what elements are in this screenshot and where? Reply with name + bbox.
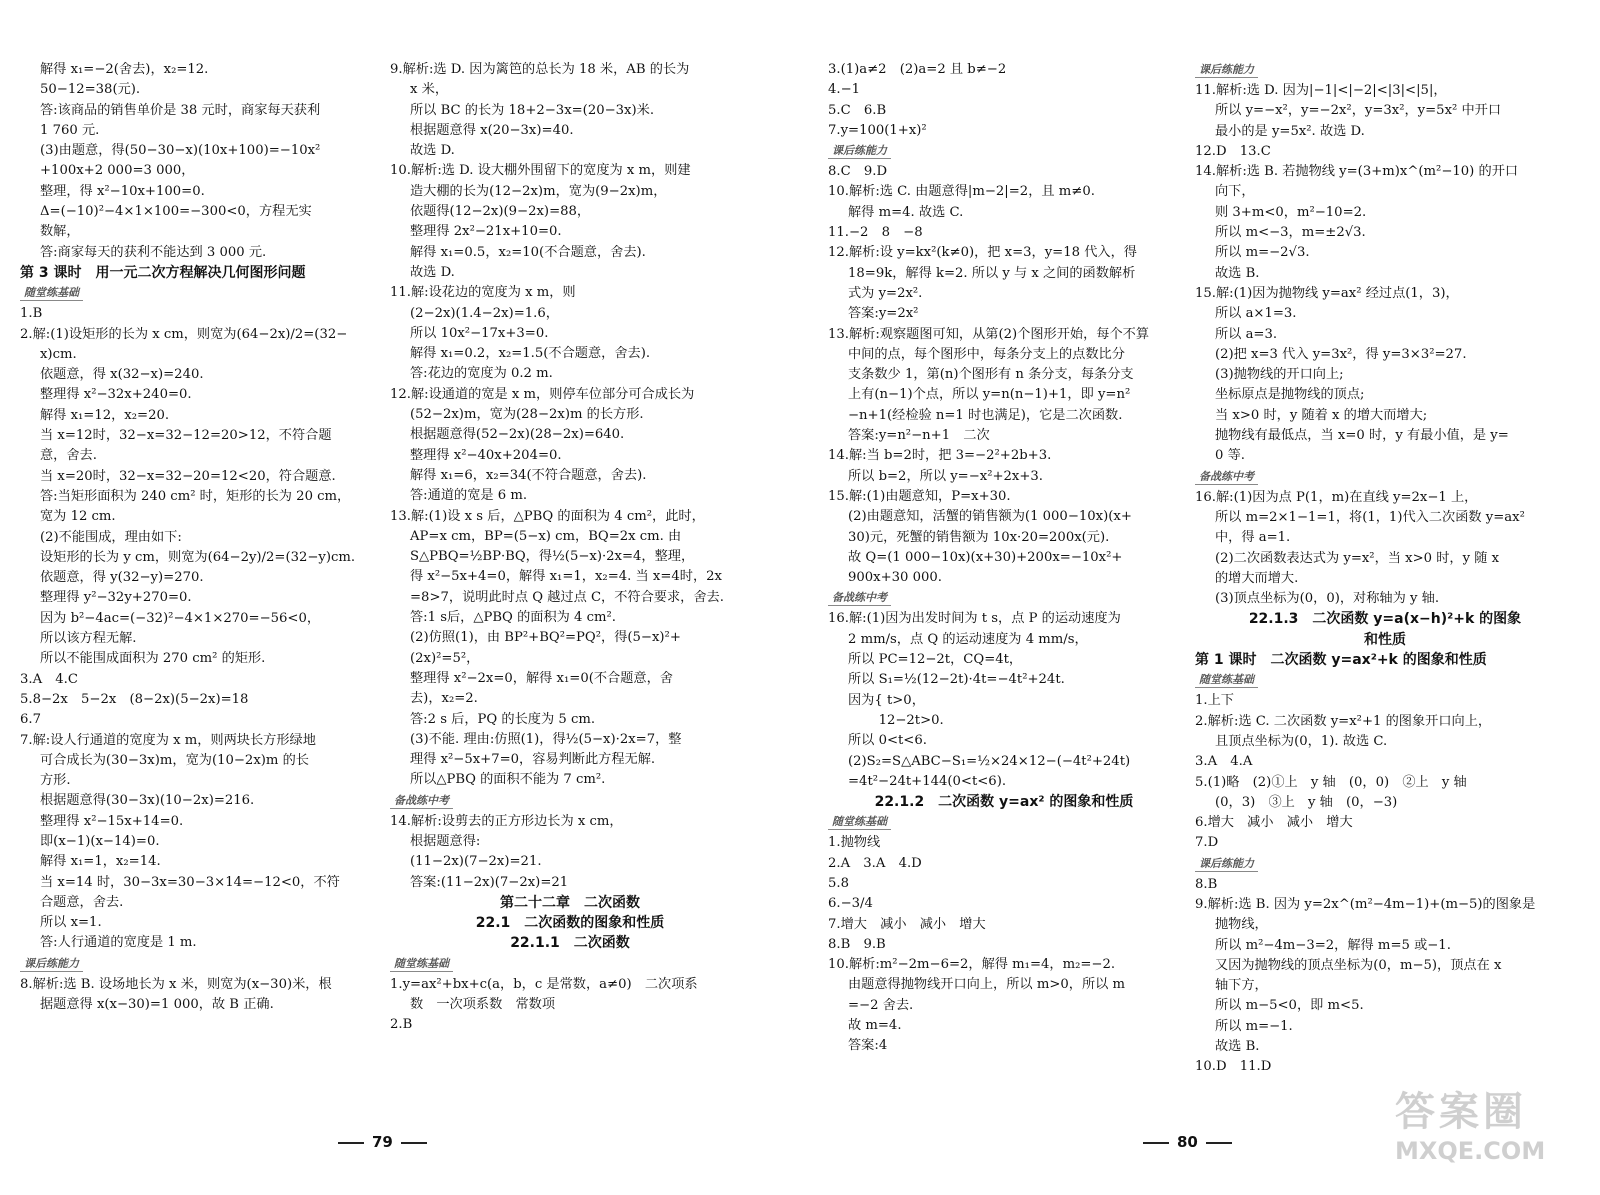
text-line: 中间的点，每个图形中，每条分支上的点数比分 [848, 346, 1125, 362]
text-line: 10.解析:m²−2m−6=2，解得 m₁=4，m₂=−2. [828, 957, 1116, 973]
section-tag-row [1195, 60, 1575, 81]
text-line: 12.解析:设 y=kx²(k≠0)，把 x=3，y=18 代入，得 [828, 245, 1137, 261]
text-line: 2.解:(1)设矩形的长为 x cm，则宽为(64−2x)/2=(32− [20, 326, 348, 342]
text-line: 解得 x₁=0.2，x₂=1.5(不合题意，舍去). [410, 346, 651, 362]
text-line: 数 一次项系数 常数项 [410, 997, 556, 1013]
section-heading: 第 1 课时 二次函数 y=ax²+k 的图象和性质 [1195, 652, 1487, 669]
text-line: 轴下方， [1215, 978, 1268, 994]
text-line: 故选 B. [1215, 1039, 1260, 1055]
text-line: 抛物线， [1215, 917, 1268, 933]
text-line: 所以 m=−1. [1215, 1018, 1293, 1034]
text-line: 所以 a×1=3. [1215, 306, 1297, 322]
text-line: 答:1 s后，△PBQ 的面积为 4 cm². [410, 610, 616, 626]
text-line: 所以 m−5<0，即 m<5. [1215, 998, 1364, 1014]
section-tag: 备战练中考 [828, 591, 891, 606]
page-number-right [1135, 1133, 1240, 1151]
text-line: 整理得 x²−32x+240=0. [40, 387, 192, 403]
text-line: 50−12=38(元). [40, 82, 141, 98]
text-line: 7.增大 减小 减小 增大 [828, 916, 986, 932]
text-line: 3.A 4.A [1195, 754, 1253, 770]
text-line: 则 3+m<0，m²−10=2. [1215, 204, 1367, 220]
section-tag: 备战练中考 [390, 794, 453, 809]
text-line: 答:商家每天的获利不能达到 3 000 元. [40, 244, 267, 260]
text-line: S△PBQ=½BP·BQ，得½(5−x)·2x=4，整理， [410, 549, 695, 565]
text-line: 根据题意得 x(20−3x)=40. [410, 122, 574, 138]
text-line: 1.抛物线 [828, 835, 881, 851]
section-tag-row [20, 283, 375, 304]
text-line: 2.B [390, 1017, 413, 1033]
text-line: (2)不能围成，理由如下: [40, 529, 182, 545]
text-line: 5.8−2x 5−2x (8−2x)(5−2x)=18 [20, 691, 249, 707]
text-line: (2)二次函数表达式为 y=x²，当 x>0 时，y 随 x [1215, 550, 1500, 566]
text-line: 解得 x₁=6，x₂=34(不符合题意，舍去). [410, 467, 647, 483]
text-line: x 米， [410, 82, 449, 98]
column-2 [390, 60, 750, 1036]
text-line: 答:当矩形面积为 240 cm² 时，矩形的长为 20 cm， [40, 488, 351, 504]
text-line: 且顶点坐标为(0，1). 故选 C. [1215, 733, 1388, 749]
section-tag-row [20, 954, 375, 975]
text-line: 6.增大 减小 减小 增大 [1195, 815, 1353, 831]
text-line: 答:通道的宽是 6 m. [410, 488, 528, 504]
text-line: 解得 x₁=12，x₂=20. [40, 407, 170, 423]
text-line: 15.解:(1)由题意知，P=x+30. [828, 488, 1011, 504]
text-line: 可合成长为(30−3x)m，宽为(10−2x)m 的长 [40, 752, 309, 768]
text-line: (2x)²=5²， [410, 650, 480, 666]
section-heading: 第 3 课时 用一元二次方程解决几何图形问题 [20, 264, 306, 281]
text-line: 2.A 3.A 4.D [828, 855, 922, 871]
section-tag: 随堂练基础 [1195, 673, 1258, 688]
text-line: 方形. [40, 773, 71, 789]
text-line: 中，得 a=1. [1215, 530, 1291, 546]
text-line: 16.解:(1)因为点 P(1，m)在直线 y=2x−1 上， [1195, 489, 1478, 505]
text-line: 据题意得 x(x−30)=1 000，故 B 正确. [40, 997, 274, 1013]
text-line: 答案:y=n²−n+1 二次 [848, 428, 990, 444]
text-line: 所以 a=3. [1215, 326, 1278, 342]
text-line: 整理得 x²−40x+204=0. [410, 447, 562, 463]
text-line: 1.B [20, 306, 43, 322]
text-line: 所以 10x²−17x+3=0. [410, 325, 549, 341]
section-tag: 备战练中考 [1195, 470, 1258, 485]
text-line: 抛物线有最低点，当 x=0 时，y 有最小值，是 y= [1215, 428, 1509, 444]
text-line: 12.解:设通道的宽是 x m，则停车位部分可合成长为 [390, 386, 695, 402]
text-line: 12−2t>0. [848, 712, 944, 728]
text-line: Δ=(−10)²−4×1×100=−300<0，方程无实 [40, 204, 312, 220]
text-line: (3)不能. 理由:仿照(1)，得½(5−x)·2x=7，整 [410, 731, 682, 747]
text-line: 11.−2 8 −8 [828, 225, 923, 241]
text-line: 16.解:(1)因为出发时间为 t s，点 P 的运动速度为 [828, 611, 1121, 627]
section-tag-row [828, 812, 1180, 833]
text-line: 上有(n−1)个点，所以 y=n(n−1)+1，即 y=n² [848, 387, 1131, 403]
text-line: =4t²−24t+144(0<t<6). [848, 773, 1007, 789]
text-line: 解得 x₁=0.5，x₂=10(不合题意，舍去). [410, 244, 646, 260]
text-line: 最小的是 y=5x². 故选 D. [1215, 123, 1365, 139]
text-line: 2.解析:选 C. 二次函数 y=x²+1 的图象开口向上， [1195, 713, 1492, 729]
text-line: 故 Q=(1 000−10x)(x+30)+200x=−10x²+ [848, 549, 1123, 565]
text-line: 14.解析:选 B. 若抛物线 y=(3+m)x^(m²−10) 的开口 [1195, 164, 1519, 180]
section-tag-row [390, 791, 750, 812]
text-line: 9.解析:选 D. 因为篱笆的总长为 18 米，AB 的长为 [390, 62, 690, 77]
text-line: 因为 b²−4ac=(−32)²−4×1×270=−56<0， [40, 610, 321, 626]
text-line: 11.解析:选 D. 因为|−1|<|−2|<|3|<|5|， [1195, 83, 1447, 98]
text-line: 答:该商品的销售单价是 38 元时，商家每天获利 [40, 102, 321, 118]
page-number-right-text: 80 [1177, 1133, 1198, 1151]
text-line: 合题意，舍去. [40, 894, 124, 910]
text-line: 故选 B. [1215, 265, 1260, 281]
text-line: 15.解:(1)因为抛物线 y=ax² 经过点(1，3)， [1195, 285, 1459, 301]
text-line: (3)顶点坐标为(0，0)，对称轴为 y 轴. [1215, 591, 1440, 607]
text-line: 900x+30 000. [848, 570, 942, 586]
text-line: 5.C 6.B [828, 102, 887, 118]
text-line: 依题得(12−2x)(9−2x)=88， [410, 204, 591, 220]
text-line: (2)仿照(1)，由 BP²+BQ²=PQ²，得(5−x)²+ [410, 630, 681, 646]
text-line: 整理得 x²−2x=0，解得 x₁=0(不合题意，舍 [410, 670, 673, 686]
text-line: 造大棚的长为(12−2x)m，宽为(9−2x)m， [410, 183, 667, 199]
text-line: 2 mm/s，点 Q 的运动速度为 4 mm/s， [848, 631, 1088, 647]
text-line: 所以 m<−3，m=±2√3. [1215, 225, 1366, 241]
section-heading: 22.1.2 二次函数 y=ax² 的图象和性质 [874, 794, 1134, 811]
text-line: x)cm. [40, 346, 77, 362]
section-tag-row [1195, 670, 1575, 691]
text-line: =−2 舍去. [848, 997, 914, 1013]
text-line: 支条数少 1，第(n)个图形有 n 条分支，每条分支 [848, 367, 1134, 383]
page-number-left [330, 1133, 435, 1151]
column-3 [828, 60, 1180, 1057]
text-line: 依题意，得 y(32−y)=270. [40, 570, 204, 586]
text-line: 设矩形的长为 y cm，则宽为(64−2y)/2=(32−y)cm. [40, 549, 356, 565]
text-line: 0 等. [1215, 448, 1245, 464]
text-line: 当 x>0 时，y 随着 x 的增大而增大; [1215, 407, 1428, 423]
text-line: 7.y=100(1+x)² [828, 122, 927, 138]
section-tag: 随堂练基础 [20, 286, 83, 301]
text-line: 去)，x₂=2. [410, 691, 478, 707]
text-line: +100x+2 000=3 000， [40, 163, 195, 179]
text-line: 14.解析:设剪去的正方形边长为 x cm， [390, 813, 623, 829]
text-line: 因为{ t>0， [848, 692, 925, 708]
text-line: 所以 BC 的长为 18+2−3x=(20−3x)米. [410, 102, 655, 118]
text-line: 得 x²−5x+4=0，解得 x₁=1，x₂=4. 当 x=4时，2x [410, 569, 722, 585]
text-line: 答案:4 [848, 1038, 888, 1054]
text-line: 所以不能围成面积为 270 cm² 的矩形. [40, 651, 266, 667]
text-line: 8.解析:选 B. 设场地长为 x 米，则宽为(x−30)米，根 [20, 976, 332, 992]
page-number-left-text: 79 [372, 1133, 393, 1151]
text-line: 答案:y=2x² [848, 306, 919, 322]
text-line: (52−2x)m，宽为(28−2x)m 的长方形. [410, 407, 644, 423]
text-line: (2)S₂=S△ABC−S₁=½×24×12−(−4t²+24t) [848, 753, 1131, 769]
text-line: 所以 m=2×1−1=1，将(1，1)代入二次函数 y=ax² [1215, 509, 1525, 525]
text-line: 故选 D. [410, 264, 455, 280]
text-line: 13.解析:观察题图可知，从第(2)个图形开始，每个不算 [828, 326, 1150, 342]
section-tag: 课后练能力 [1195, 857, 1258, 872]
text-line: 解得 m=4. 故选 C. [848, 204, 964, 220]
text-line: 答:人行通道的宽度是 1 m. [40, 935, 197, 951]
text-line: 解得 x₁=1，x₂=14. [40, 854, 161, 870]
text-line: 10.D 11.D [1195, 1059, 1272, 1075]
text-line: 解得 x₁=−2(舍去)，x₂=12. [40, 62, 209, 77]
text-line: 30)元，死蟹的销售额为 10x·20=200x(元). [848, 529, 1110, 545]
text-line: (2)把 x=3 代入 y=3x²，得 y=3×3²=27. [1215, 346, 1467, 362]
section-heading: 和性质 [1364, 631, 1406, 648]
text-line: 根据题意得: [410, 833, 481, 849]
text-line: 所以 y=−x²，y=−2x²，y=3x²，y=5x² 中开口 [1215, 103, 1502, 119]
text-line: 整理，得 x²−10x+100=0. [40, 183, 205, 199]
text-line: 理得 x²−5x+7=0，容易判断此方程无解. [410, 752, 656, 768]
text-line: 10.解析:选 C. 由题意得|m−2|=2，且 m≠0. [828, 184, 1095, 200]
section-tag: 课后练能力 [1195, 63, 1258, 78]
text-line: 3.(1)a≠2 (2)a=2 且 b≠−2 [828, 62, 1007, 77]
text-line: 整理得 y²−32y+270=0. [40, 590, 192, 606]
text-line: 所以 m²−4m−3=2，解得 m=5 或−1. [1215, 937, 1451, 953]
text-line: 11.解:设花边的宽度为 x m，则 [390, 285, 576, 301]
text-line: 4.−1 [828, 82, 861, 98]
text-line: (2−2x)(1.4−2x)=1.6， [410, 305, 559, 321]
text-line: 根据题意得(30−3x)(10−2x)=216. [40, 793, 255, 809]
column-4 [1195, 60, 1575, 1078]
column-1 [20, 60, 375, 1015]
text-line: 13.解:(1)设 x s 后，△PBQ 的面积为 4 cm²，此时， [390, 508, 705, 524]
text-line: 8.B [1195, 876, 1218, 892]
text-line: 故选 D. [410, 143, 455, 159]
text-line: 整理得 2x²−21x+10=0. [410, 224, 562, 240]
section-heading: 22.1.3 二次函数 y=a(x−h)²+k 的图象 [1248, 611, 1522, 628]
text-line: 所以 PC=12−2t，CQ=4t， [848, 652, 1023, 668]
text-line: 5.(1)略 (2)①上 y 轴 (0，0) ②上 y 轴 [1195, 774, 1467, 790]
text-line: 所以 b=2，所以 y=−x²+2x+3. [848, 468, 1043, 484]
text-line: 所以△PBQ 的面积不能为 7 cm². [410, 772, 606, 788]
text-line: 6.7 [20, 712, 41, 728]
text-line: 5.8 [828, 875, 849, 891]
text-line: 又因为抛物线的顶点坐标为(0，m−5)，顶点在 x [1215, 957, 1502, 973]
text-line: 6.−3/4 [828, 896, 873, 912]
text-line: (11−2x)(7−2x)=21. [410, 854, 542, 870]
watermark-logo [1395, 1080, 1565, 1180]
section-heading: 22.1 二次函数的图象和性质 [475, 915, 665, 932]
text-line: 答案:(11−2x)(7−2x)=21 [410, 874, 569, 890]
text-line: =8>7，说明此时点 Q 越过点 C，不符合要求，舍去. [410, 589, 724, 605]
text-line: 当 x=14 时，30−3x=30−3×14=−12<0，不符 [40, 874, 340, 890]
text-line: 依题意，得 x(32−x)=240. [40, 367, 204, 383]
section-tag-row [828, 588, 1180, 609]
text-line: 所以 0<t<6. [848, 733, 927, 749]
text-line: 7.D [1195, 835, 1219, 851]
text-line: 答:2 s 后，PQ 的长度为 5 cm. [410, 711, 596, 727]
text-line: AP=x cm，BP=(5−x) cm，BQ=2x cm. 由 [410, 528, 682, 544]
text-line: 即(x−1)(x−14)=0. [40, 833, 160, 849]
section-tag-row [390, 954, 750, 975]
text-line: 所以 S₁=½(12−2t)·4t=−4t²+24t. [848, 672, 1065, 688]
text-line: 1.上下 [1195, 693, 1234, 709]
text-line: 12.D 13.C [1195, 143, 1271, 159]
section-tag: 课后练能力 [828, 144, 891, 159]
text-line: (3)抛物线的开口向上; [1215, 367, 1344, 383]
text-line: 8.C 9.D [828, 164, 888, 180]
text-line: 所以 m=−2√3. [1215, 245, 1310, 261]
section-heading: 22.1.1 二次函数 [510, 935, 630, 952]
section-tag-row [828, 141, 1180, 162]
text-line: (0，3) ③上 y 轴 (0，−3) [1215, 794, 1398, 810]
text-line: 14.解:当 b=2时，把 3=−2²+2b+3. [828, 448, 1052, 464]
text-line: 10.解析:选 D. 设大棚外围留下的宽度为 x m，则建 [390, 163, 691, 179]
section-tag: 课后练能力 [20, 957, 83, 972]
section-tag: 随堂练基础 [828, 815, 891, 830]
text-line: 意，舍去. [40, 448, 97, 464]
watermark-mark: 答案圈 [1395, 1089, 1527, 1135]
text-line: 18=9k，解得 k=2. 所以 y 与 x 之间的函数解析 [848, 265, 1136, 281]
text-line: −n+1(经检验 n=1 时也满足)，它是二次函数. [848, 407, 1123, 423]
text-line: 由题意得抛物线开口向上，所以 m>0，所以 m [848, 977, 1126, 993]
text-line: 坐标原点是抛物线的顶点; [1215, 387, 1365, 403]
text-line: 9.解析:选 B. 因为 y=2x^(m²−4m−1)+(m−5)的图象是 [1195, 896, 1536, 912]
text-line: 整理得 x²−15x+14=0. [40, 813, 184, 829]
section-heading: 第二十二章 二次函数 [500, 894, 640, 911]
text-line: 所以 x=1. [40, 915, 102, 931]
text-line: 向下， [1215, 184, 1255, 200]
text-line: 7.解:设人行通道的宽度为 x m，则两块长方形绿地 [20, 732, 316, 748]
text-line: 根据题意得(52−2x)(28−2x)=640. [410, 427, 625, 443]
text-line: (2)由题意知，活蟹的销售额为(1 000−10x)(x+ [848, 509, 1132, 525]
watermark-url: MXQE.COM [1395, 1137, 1546, 1165]
text-line: 式为 y=2x². [848, 285, 923, 301]
section-tag: 随堂练基础 [390, 957, 453, 972]
text-line: 8.B 9.B [828, 936, 886, 952]
text-line: 的增大而增大. [1215, 570, 1299, 586]
text-line: 3.A 4.C [20, 671, 78, 687]
text-line: 当 x=12时，32−x=32−12=20>12，不符合题 [40, 428, 332, 444]
text-line: 所以该方程无解. [40, 631, 137, 647]
text-line: 1 760 元. [40, 122, 100, 138]
section-tag-row [1195, 467, 1575, 488]
text-line: 数解， [40, 224, 80, 240]
text-line: 答:花边的宽度为 0.2 m. [410, 366, 553, 382]
section-tag-row [1195, 854, 1575, 875]
text-line: 宽为 12 cm. [40, 509, 116, 525]
text-line: 当 x=20时，32−x=32−20=12<20，符合题意. [40, 468, 336, 484]
text-line: (3)由题意，得(50−30−x)(10x+100)=−10x² [40, 143, 321, 159]
text-line: 1.y=ax²+bx+c(a，b，c 是常数，a≠0) 二次项系 [390, 976, 698, 992]
text-line: 故 m=4. [848, 1018, 902, 1034]
